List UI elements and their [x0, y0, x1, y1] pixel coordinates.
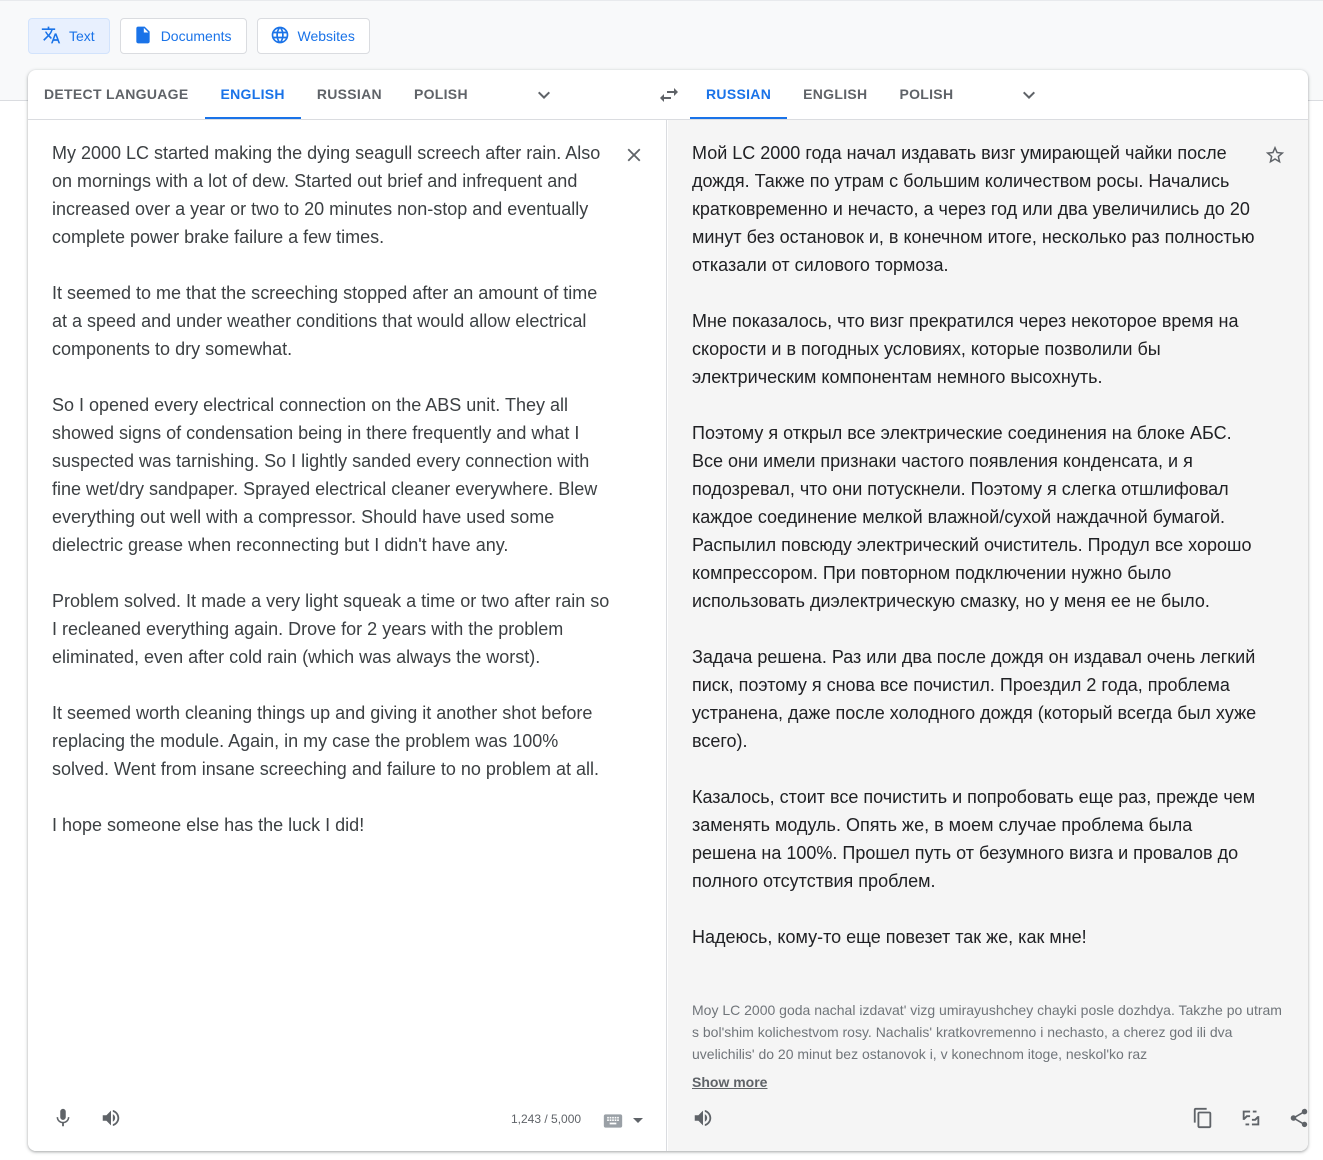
character-count: 1,243 / 5,000 — [511, 1112, 582, 1126]
source-lang-english[interactable]: ENGLISH — [205, 70, 301, 119]
mode-tabs — [28, 18, 370, 54]
feedback-icon — [1240, 1107, 1262, 1129]
listen-translation-button[interactable] — [691, 1106, 715, 1130]
keyboard-button[interactable] — [603, 1113, 643, 1129]
source-lang-russian[interactable]: RUSSIAN — [316, 85, 382, 102]
speaker-icon — [100, 1107, 122, 1129]
caret-down-icon — [633, 1118, 643, 1124]
microphone-button[interactable] — [51, 1106, 75, 1130]
translated-text: Мой LC 2000 года начал издавать визг умирающей чайки после дождя. Также по утрам с большим количеством росы. Начались кратковременно и нечасто, а через год или два увеличились до 20 минут без остановок и, в конечном итоге, несколько раз полностью отказали от силового тормоза. Мне показалось, что визг прекратился через некоторое время на скорости и в погодных условиях, которые позволили бы электрическим компонентам немного высохнуть. Поэтому я открыл все электрические соединения на блоке АБС. Все они имели признаки частого появления конденсата, и я подозревал, что они потускнели. Поэтому я слегка отшлифовал каждое соединение мелкой влажной/сухой наждачной бумагой. Распылил повсюду электрический очиститель. Продул все хорошо компрессором. При повторном подключении нужно было использовать диэлектрическую смазку, но у меня ее не было. Задача решена. Раз или два после дождя он издавал очень легкий писк, поэтому я снова все почистил. Проездил 2 года, проблема устранена, даже после холодного дождя (который всегда был хуже всего). Казалось, стоит все почистить и попробовать еще раз, прежде чем заменять модуль. Опять же, в моем случае проблема была решена на 100%. Прошел путь от безумного визга и провалов до полного отсутствия проблем. Надеюсь, кому-то еще повезет так же, как мне! — [692, 143, 1257, 947]
translate-icon — [41, 25, 61, 48]
target-lang-polish[interactable]: POLISH — [899, 85, 954, 102]
target-language-bar — [690, 70, 1308, 119]
share-icon — [1288, 1107, 1308, 1129]
speaker-icon — [692, 1107, 714, 1129]
swap-icon — [657, 83, 681, 107]
target-lang-russian[interactable]: RUSSIAN — [690, 70, 787, 119]
chevron-down-icon — [532, 83, 556, 107]
copy-icon — [1192, 1107, 1214, 1129]
source-language-bar — [28, 70, 648, 119]
target-lang-english[interactable]: ENGLISH — [803, 85, 868, 102]
star-outline-icon — [1264, 144, 1286, 166]
websites-mode-button[interactable] — [257, 18, 370, 54]
listen-source-button[interactable] — [99, 1106, 123, 1130]
translation-card — [28, 70, 1308, 1151]
chevron-down-icon — [1017, 83, 1041, 107]
swap-languages-button[interactable] — [648, 70, 690, 119]
keyboard-icon — [603, 1113, 623, 1129]
share-translation-button[interactable] — [1287, 1106, 1308, 1130]
source-lang-detect[interactable]: DETECT LANGUAGE — [44, 85, 189, 102]
source-more-languages-button[interactable] — [520, 70, 568, 119]
microphone-icon — [52, 1107, 74, 1129]
save-translation-button[interactable] — [1263, 143, 1287, 167]
text-mode-button[interactable] — [28, 18, 110, 54]
documents-mode-button[interactable] — [120, 18, 247, 54]
rate-translation-button[interactable] — [1239, 1106, 1263, 1130]
document-icon — [133, 25, 153, 48]
transliteration-text: Moy LC 2000 goda nachal izdavat' vizg umirayushchey chayki posle dozhdya. Takzhe po utram s bol'shim kolichestvom rosy. Nachalis' kratkovremenno i nechasto, a cherez god ili dva uvelichilis' do 20 minut bez ostanovok i, v konechnom itoge, neskol'ko raz — [692, 1002, 1282, 1062]
show-more-link[interactable]: Show more — [692, 1074, 768, 1090]
documents-mode-label: Documents — [160, 28, 232, 44]
target-more-languages-button[interactable] — [1005, 70, 1053, 119]
target-pane — [668, 120, 1308, 1151]
clear-source-button[interactable] — [622, 143, 646, 167]
copy-translation-button[interactable] — [1191, 1106, 1215, 1130]
source-pane — [28, 120, 667, 1151]
text-mode-label: Text — [69, 28, 95, 44]
globe-icon — [270, 25, 290, 48]
source-text-input[interactable]: My 2000 LC started making the dying seagull screech after rain. Also on mornings with a lot of dew. Started out brief and infrequent and increased over a year or two to 20 minutes non-stop and eventually complete power brake failure a few times. It seemed to me that the screeching stopped after an amount of time at a speed and under weather conditions that would allow electrical components to dry somewhat. So I opened every electrical connection on the ABS unit. They all showed signs of condensation being in there frequently and what I suspected was tarnishing. So I lightly sanded every connection with fine wet/dry sandpaper. Sprayed electrical cleaner everywhere. Blew everything out well with a compressor. Should have used some dielectric grease when reconnecting but I didn't have any. Problem solved. It made a very light squeak a time or two after rain so I recleaned everything again. Drove for 2 years with the problem eliminated, even after cold rain (which was always the worst). It seemed worth cleaning things up and giving it another shot before replacing the module. Again, in my case the problem was 100% solved. Went from insane screeching and failure to no problem at all. I hope someone else has the luck I did! — [52, 143, 610, 835]
source-lang-polish[interactable]: POLISH — [413, 85, 468, 102]
close-icon — [623, 144, 645, 166]
websites-mode-label: Websites — [297, 28, 355, 44]
